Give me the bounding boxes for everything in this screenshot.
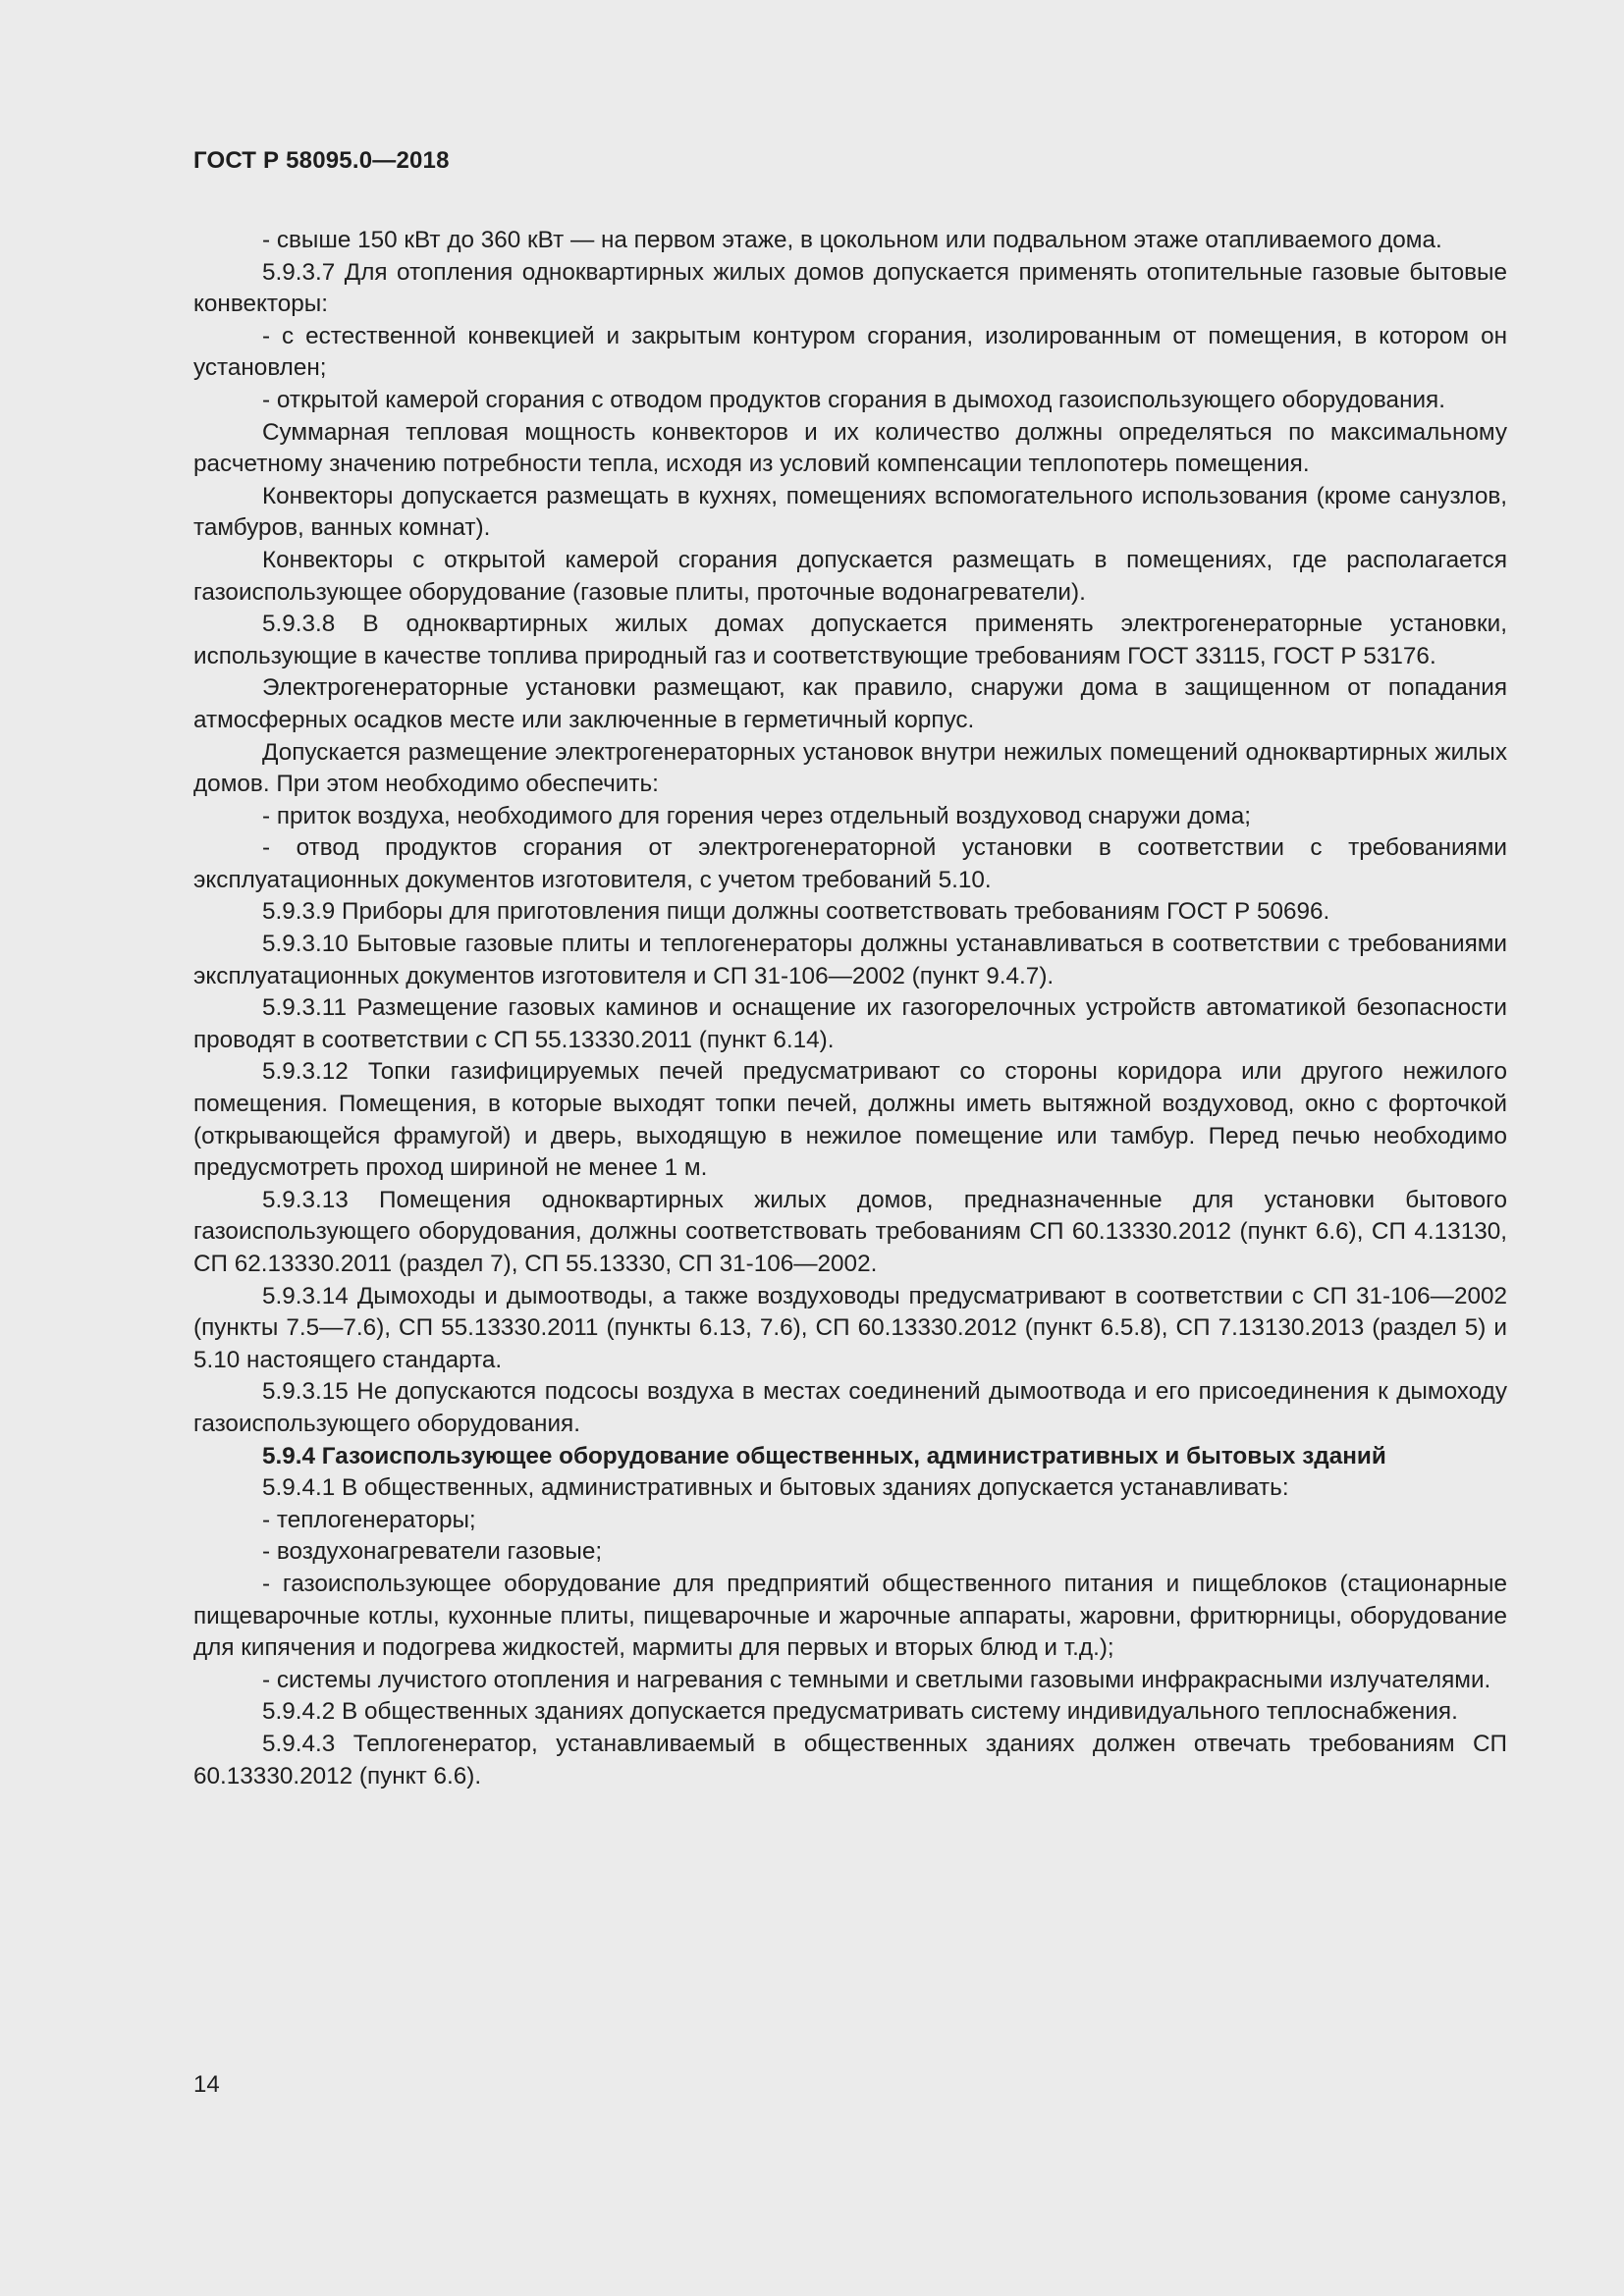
paragraph: - свыше 150 кВт до 360 кВт — на первом этаже, в цокольном или подвальном этаже отапливаемого дома. [262,227,1442,253]
paragraph: 5.9.3.8 В одноквартирных жилых домах допускается применять электрогенераторные установки, использующие в качестве топлива природный газ и соответствующие требованиям ГОСТ 33115, ГОСТ Р 53176. [193,611,1507,669]
paragraph: Конвекторы допускается размещать в кухнях, помещениях вспомогательного использования (кроме санузлов, тамбуров, ванных комнат). [193,482,1507,542]
paragraph: - газоиспользующее оборудование для предприятий общественного питания и пищеблоков (стационарные пищеварочные котлы, кухонные плиты, пищеварочные и жарочные аппараты, жаровни, фритюрницы, оборудование для кипячения и подогрева жидкостей, мармиты для первых и вторых блюд и т.д.); [193,1570,1507,1662]
paragraph: 5.9.3.7 Для отопления одноквартирных жилых домов допускается применять отопительные газовые бытовые конвекторы: [193,258,1507,318]
paragraph: - приток воздуха, необходимого для горения через отдельный воздуховод снаружи дома; [262,802,1252,829]
paragraph: 5.9.4.1 В общественных, административных и бытовых зданиях допускается устанавливать: [262,1474,1289,1502]
page-number: 14 [193,2071,220,2098]
paragraph: 5.9.3.13 Помещения одноквартирных жилых домов, предназначенные для установки бытового газоиспользующего оборудования, должны соответствовать требованиям СП 60.13330.2012 (пункт 6.6), СП 4.13130, СП 62.13330.2011 (раздел 7), СП 55.13330, СП 31-106—2002. [193,1186,1507,1277]
paragraph: - системы лучистого отопления и нагревания с темными и светлыми газовыми инфракрасными излучателями. [262,1666,1491,1693]
paragraph: - воздухонагреватели газовые; [262,1538,603,1566]
paragraph: - открытой камерой сгорания с отводом продуктов сгорания в дымоход газоиспользующего оборудования. [262,386,1445,413]
standard-header: ГОСТ Р 58095.0—2018 [193,147,450,174]
paragraph: - отвод продуктов сгорания от электрогенераторной установки в соответствии с требованиями эксплуатационных документов изготовителя, с учетом требований 5.10. [193,834,1507,893]
document-body [193,225,1507,1792]
paragraph: Суммарная тепловая мощность конвекторов и их количество должны определяться по максимальному расчетному значению потребности тепла, исходя из условий компенсации теплопотерь помещения. [193,418,1507,478]
paragraph: 5.9.3.10 Бытовые газовые плиты и теплогенераторы должны устанавливаться в соответствии с требованиями эксплуатационных документов изготовителя и СП 31-106—2002 (пункт 9.4.7). [193,931,1507,989]
paragraph: 5.9.3.12 Топки газифицируемых печей предусматривают со стороны коридора или другого нежилого помещения. Помещения, в которые выходят топки печей, должны иметь вытяжной воздуховод, окно с форточкой (открывающейся фрамугой) и дверь, выходящую в нежилое помещение или тамбур. Перед печью необходимо предусмотреть проход шириной не менее 1 м. [193,1058,1507,1182]
paragraph: Конвекторы с открытой камерой сгорания допускается размещать в помещениях, где располагается газоиспользующее оборудование (газовые плиты, проточные водонагреватели). [193,546,1507,606]
paragraph: 5.9.3.9 Приборы для приготовления пищи должны соответствовать требованиям ГОСТ Р 50696. [262,898,1330,926]
paragraph: 5.9.3.11 Размещение газовых каминов и оснащение их газогорелочных устройств автоматикой безопасности проводят в соответствии с СП 55.13330.2011 (пункт 6.14). [193,994,1507,1053]
paragraph: Допускается размещение электрогенераторных установок внутри нежилых помещений одноквартирных жилых домов. При этом необходимо обеспечить: [193,738,1507,798]
paragraph: - теплогенераторы; [262,1506,476,1533]
paragraph: 5.9.3.14 Дымоходы и дымоотводы, а также воздуховоды предусматривают в соответствии с СП 31-106—2002 (пункты 7.5—7.6), СП 55.13330.2011 (пункты 6.13, 7.6), СП 60.13330.2012 (пункт 6.5.8), СП 7.13130.2013 (раздел 5) и 5.10 настоящего стандарта. [193,1282,1507,1373]
section-heading: 5.9.4 Газоиспользующее оборудование общественных, административных и бытовых зданий [262,1442,1386,1469]
paragraph: - с естественной конвекцией и закрытым контуром сгорания, изолированным от помещения, в котором он установлен; [193,322,1507,382]
paragraph: 5.9.4.2 В общественных зданиях допускается предусматривать систему индивидуального теплоснабжения. [262,1698,1458,1726]
paragraph: Электрогенераторные установки размещают, как правило, снаружи дома в защищенном от попадания атмосферных осадков месте или заключенные в герметичный корпус. [193,674,1507,733]
paragraph: 5.9.3.15 Не допускаются подсосы воздуха в местах соединений дымоотвода и его присоединения к дымоходу газоиспользующего оборудования. [193,1378,1507,1437]
paragraph: 5.9.4.3 Теплогенератор, устанавливаемый в общественных зданиях должен отвечать требованиям СП 60.13330.2012 (пункт 6.6). [193,1730,1507,1789]
